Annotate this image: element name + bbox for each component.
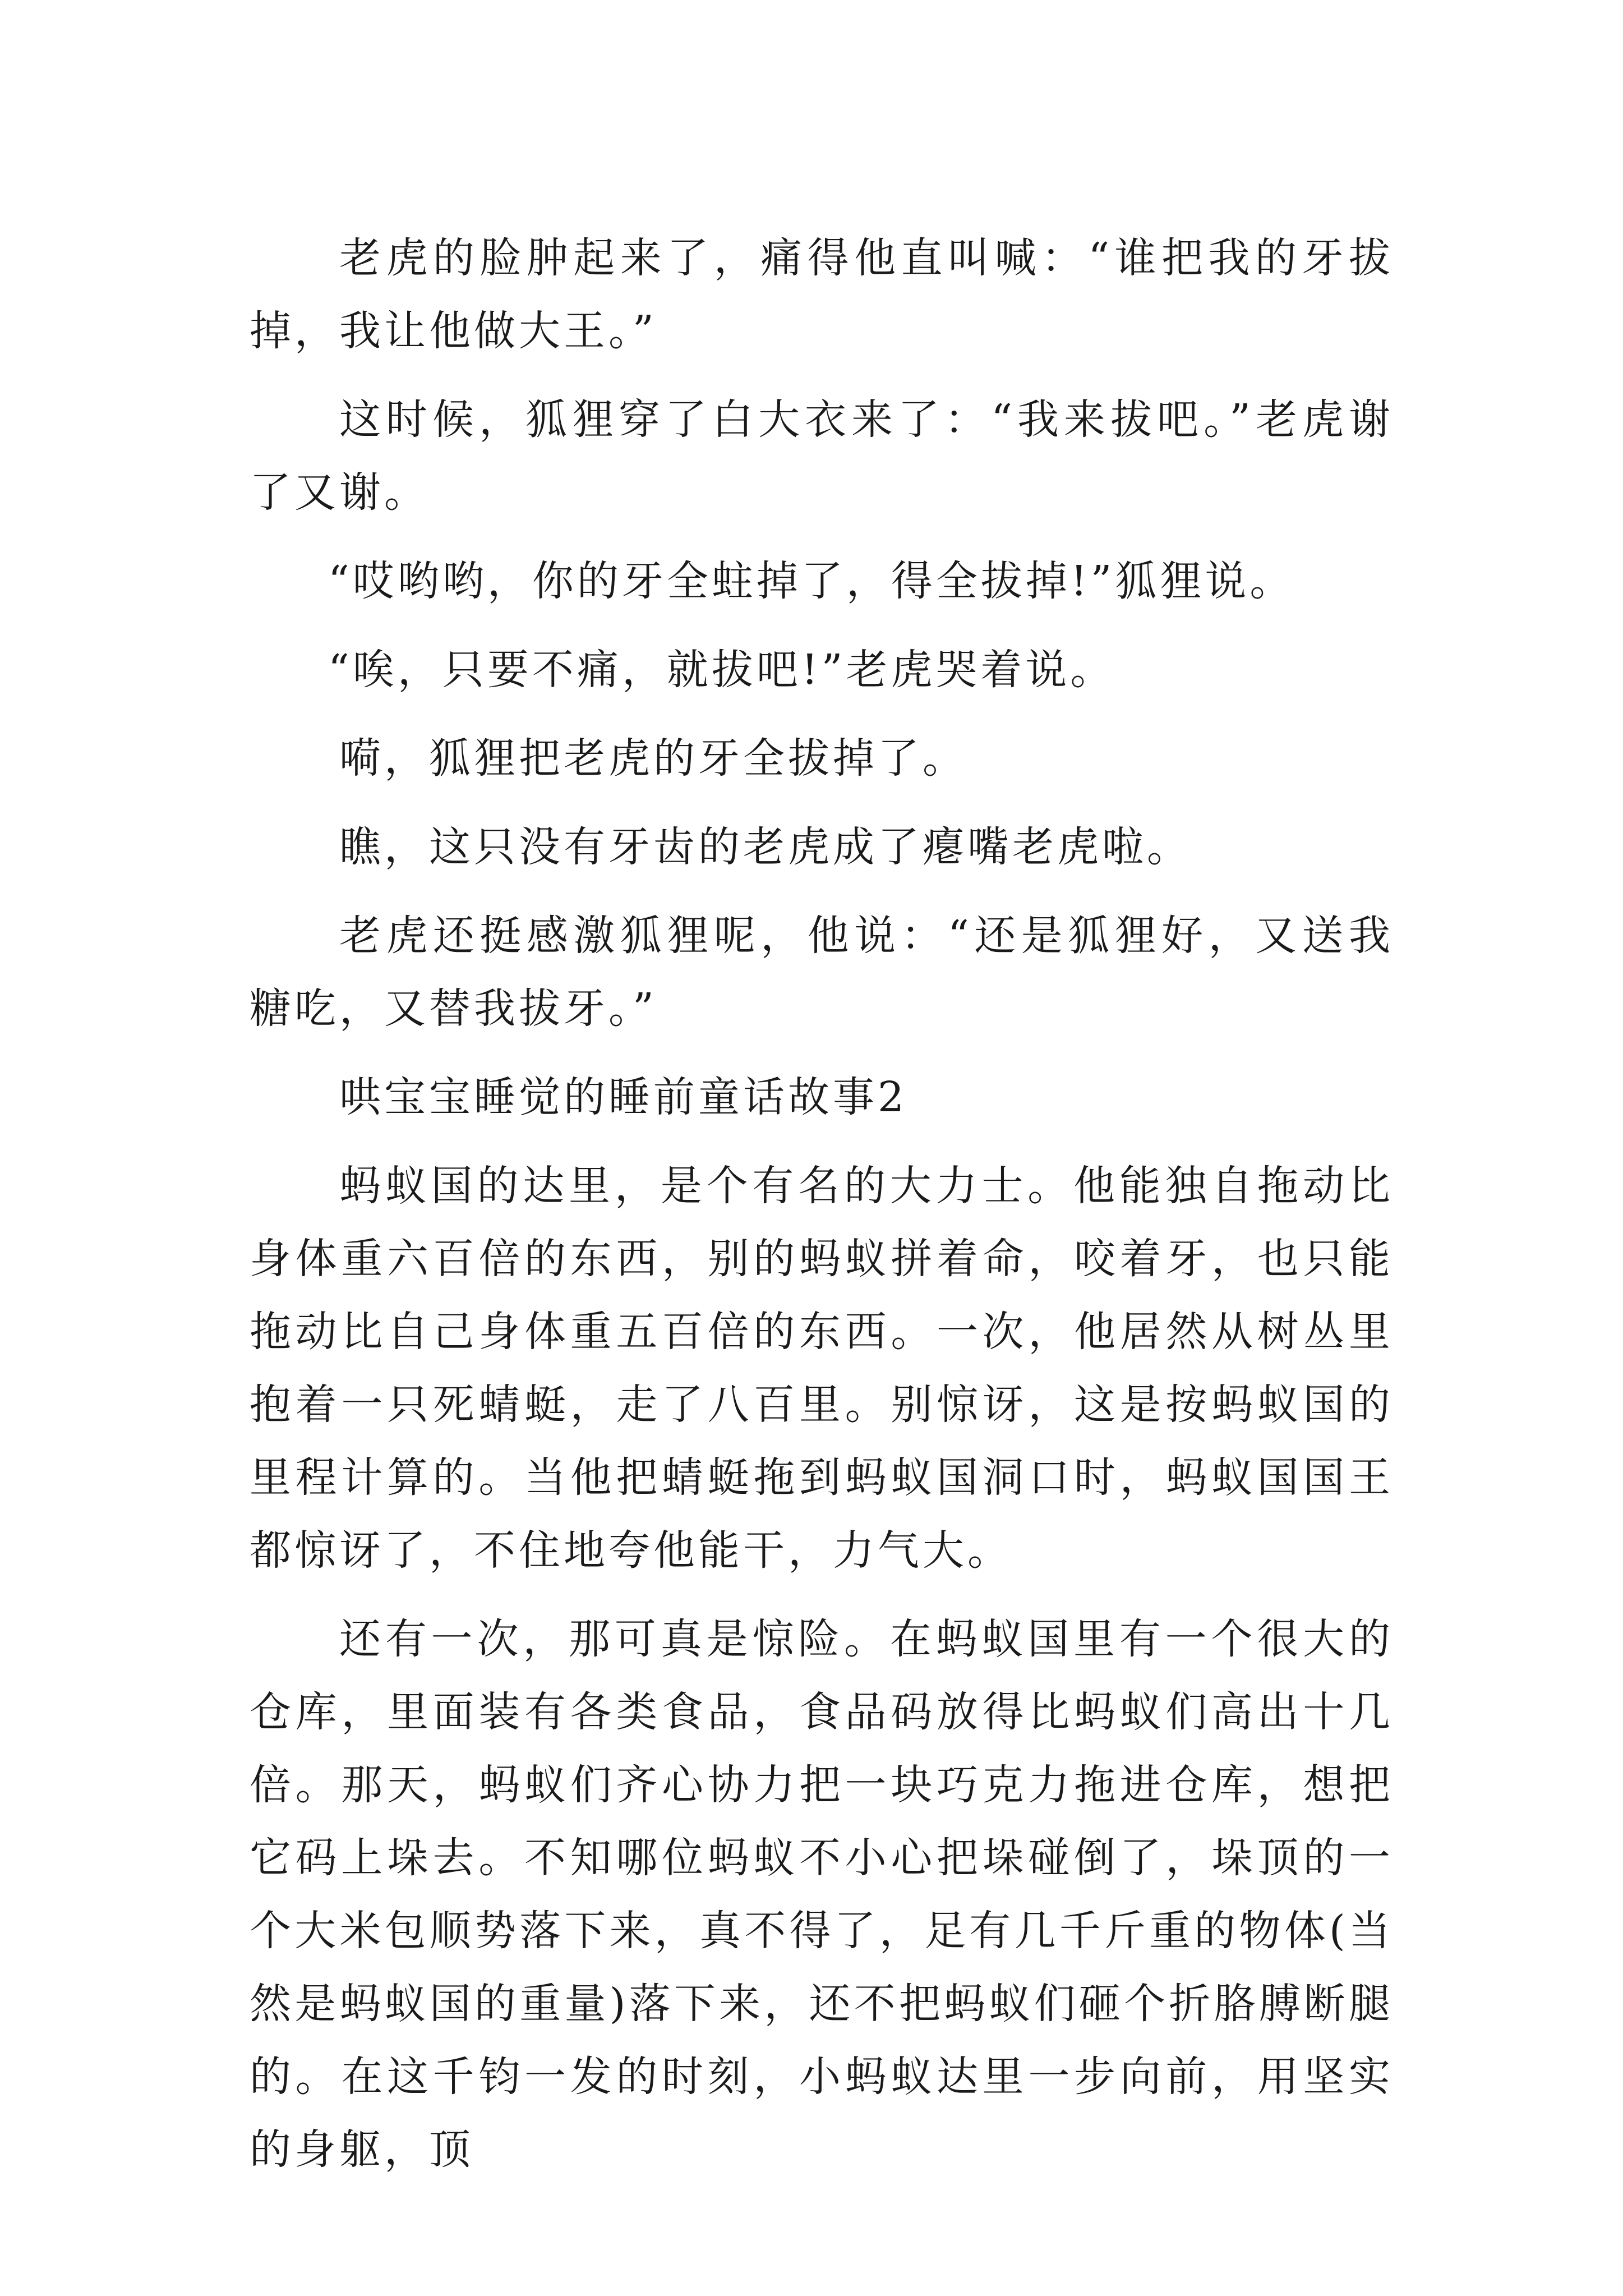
paragraph-fox-arrives: 这时候，狐狸穿了白大衣来了：“我来拔吧。”老虎谢了又谢。	[250, 395, 1394, 517]
paragraph-fox-says: “哎哟哟，你的牙全蛀掉了，得全拔掉!”狐狸说。	[328, 557, 1295, 605]
story-text	[250, 222, 1394, 2186]
paragraph-tiger-cries: “唉，只要不痛，就拔吧!”老虎哭着说。	[328, 646, 1115, 694]
paragraph-ant-dali: 蚂蚁国的达里，是个有名的大力士。他能独自拖动比身体重六百倍的东西，别的蚂蚁拼着命，咬着牙，也只能拖动比自己身体重五百倍的东西。一次，他居然从树丛里抱着一只死蜻蜓，走了八百里。别惊讶，这是按蚂蚁国的里程计算的。当他把蜻蜓拖到蚂蚁国洞口时，蚂蚁国国王都惊讶了，不住地夸他能干，力气大。	[250, 1162, 1394, 1575]
paragraph-toothless-tiger: 瞧，这只没有牙齿的老虎成了瘪嘴老虎啦。	[339, 823, 1192, 871]
paragraph-warehouse-incident: 还有一次，那可真是惊险。在蚂蚁国里有一个很大的仓库，里面装有各类食品，食品码放得比蚂蚁们高出十几倍。那天，蚂蚁们齐心协力把一块巧克力拖进仓库，想把它码上垛去。不知哪位蚂蚁不小心把垛碰倒了，垛顶的一个大米包顺势落下来，真不得了，足有几千斤重的物体(当然是蚂蚁国的重量)落下来，还不把蚂蚁们砸个折胳膊断腿的。在这千钧一发的时刻，小蚂蚁达里一步向前，用坚实的身躯，顶	[250, 1615, 1394, 2174]
section-heading-story-2: 哄宝宝睡觉的睡前童话故事2	[339, 1073, 908, 1121]
paragraph-tiger-swollen-face: 老虎的脸肿起来了，痛得他直叫喊：“谁把我的牙拔掉，我让他做大王。”	[250, 234, 1394, 355]
paragraph-tiger-grateful: 老虎还挺感激狐狸呢，他说：“还是狐狸好，又送我糖吃，又替我拔牙。”	[250, 912, 1394, 1033]
paragraph-teeth-pulled: 嗬，狐狸把老虎的牙全拔掉了。	[339, 734, 967, 783]
